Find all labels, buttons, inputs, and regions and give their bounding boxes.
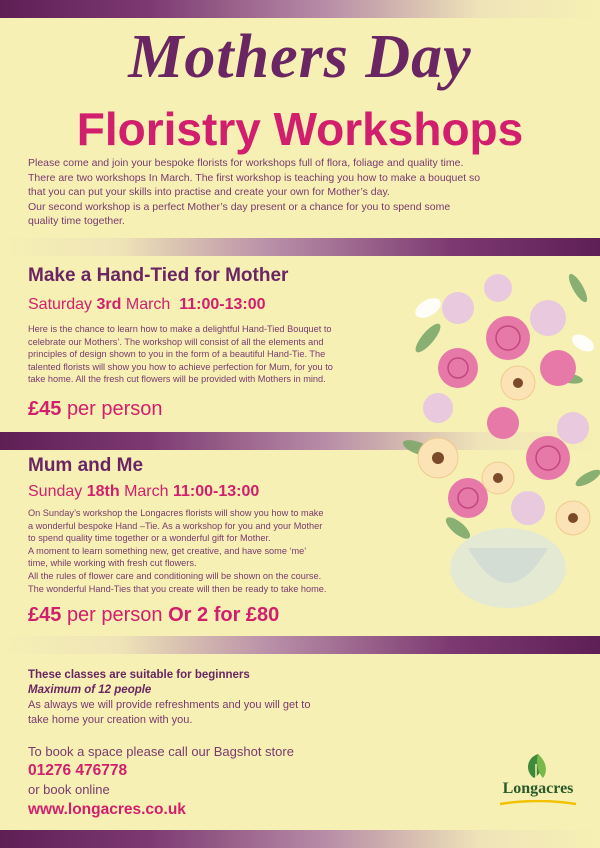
description-line: The wonderful Hand-Ties that you create will then be ready to take home. [28,583,327,594]
intro-line: There are two workshops In March. The first workshop is teaching you how to make a bouquet so [28,171,481,184]
description-line: to spend quality time together or a wonderful gift for Mother. [28,533,271,544]
intro-line: that you can put your skills into practise and create your own for Mother’s day. [28,186,390,198]
booking-online-text: or book online [28,782,110,797]
workshop-1-title: Make a Hand-Tied for Mother [28,265,289,286]
description-line: A moment to learn something new, get creative, and have some ‘me’ [28,545,307,556]
info-block [28,668,408,728]
workshop-1-day: Saturday [28,296,93,313]
workshop-1-date: 3rd [96,296,122,313]
divider-bar-top [0,0,600,18]
description-line: time, while working with fresh cut flowers. [28,558,197,569]
workshop-2-date: 18th [86,483,120,500]
script-title: Mothers Day [128,23,472,91]
workshop-2-day: Sunday [28,483,83,500]
intro-line: quality time together. [28,215,125,227]
workshop-2-price-suffix: per person [66,604,163,626]
longacres-logo [488,752,588,812]
description-line: talented florists will show you how to achieve perfection for Mum, for you to [28,361,333,372]
page-title: Floristry Workshops [76,103,524,155]
workshop-1-time: 11:00-13:00 [179,296,266,313]
booking-phone[interactable]: 01276 476778 [28,762,128,779]
description-line: All the rules of flower care and conditioning will be shown on the course. [28,570,322,581]
logo-text: Longacres [502,780,574,797]
workshop-2-title: Mum and Me [28,455,144,476]
workshop-2-description [28,507,400,595]
description-line: Here is the chance to learn how to make a delightful Hand-Tied Bouquet to [28,324,332,334]
booking-block [28,743,408,821]
workshop-2-time: 11:00-13:00 [172,483,260,500]
workshop-2-price [28,604,279,627]
workshop-1-month: March [125,296,171,313]
workshop-2-month: March [124,483,169,500]
website-link[interactable]: www.longacres.co.uk [28,801,186,818]
description-line: principles of design shown to you in the form of a beautiful Hand-Tie. The [28,349,326,360]
divider-bar-bottom [0,830,600,848]
refreshments-line: As always we will provide refreshments and you will get to [28,699,311,711]
intro-line: Please come and join your bespoke florists for workshops full of flora, foliage and quality time. [28,157,464,169]
suitable-text: These classes are suitable for beginners [28,669,250,681]
intro-text [28,156,588,229]
refreshments-line: take home your creation with you. [28,714,193,726]
description-line: On Sunday’s workshop the Longacres florists will show you how to make [28,508,324,518]
workshop-1-price-suffix: per person [66,398,163,420]
workshop-1-schedule [28,296,266,314]
workshop-1-price [28,398,163,421]
maximum-text: Maximum of 12 people [28,684,152,696]
divider-bar-section-3 [0,636,600,654]
description-line: a wonderful bespoke Hand –Tie. As a workshop for you and your Mother [28,520,323,531]
booking-call-text: To book a space please call our Bagshot store [28,744,294,759]
intro-line: Our second workshop is a perfect Mother’s day present or a chance for you to spend some [28,200,451,213]
leaf-logo-icon [521,752,555,782]
workshop-2-price-offer: Or 2 for £80 [168,604,280,626]
logo-underline [498,800,578,806]
description-line: take home. All the fresh cut flowers will be provided with Mothers in mind. [28,374,326,385]
bouquet-image [398,248,600,618]
workshop-1-price-amount: £45 [28,398,62,420]
workshop-2-schedule [28,483,259,501]
workshop-2-price-amount: £45 [28,604,62,626]
description-line: celebrate our Mothers’. The workshop will consist of all the elements and [28,336,324,347]
workshop-1-description [28,323,400,386]
